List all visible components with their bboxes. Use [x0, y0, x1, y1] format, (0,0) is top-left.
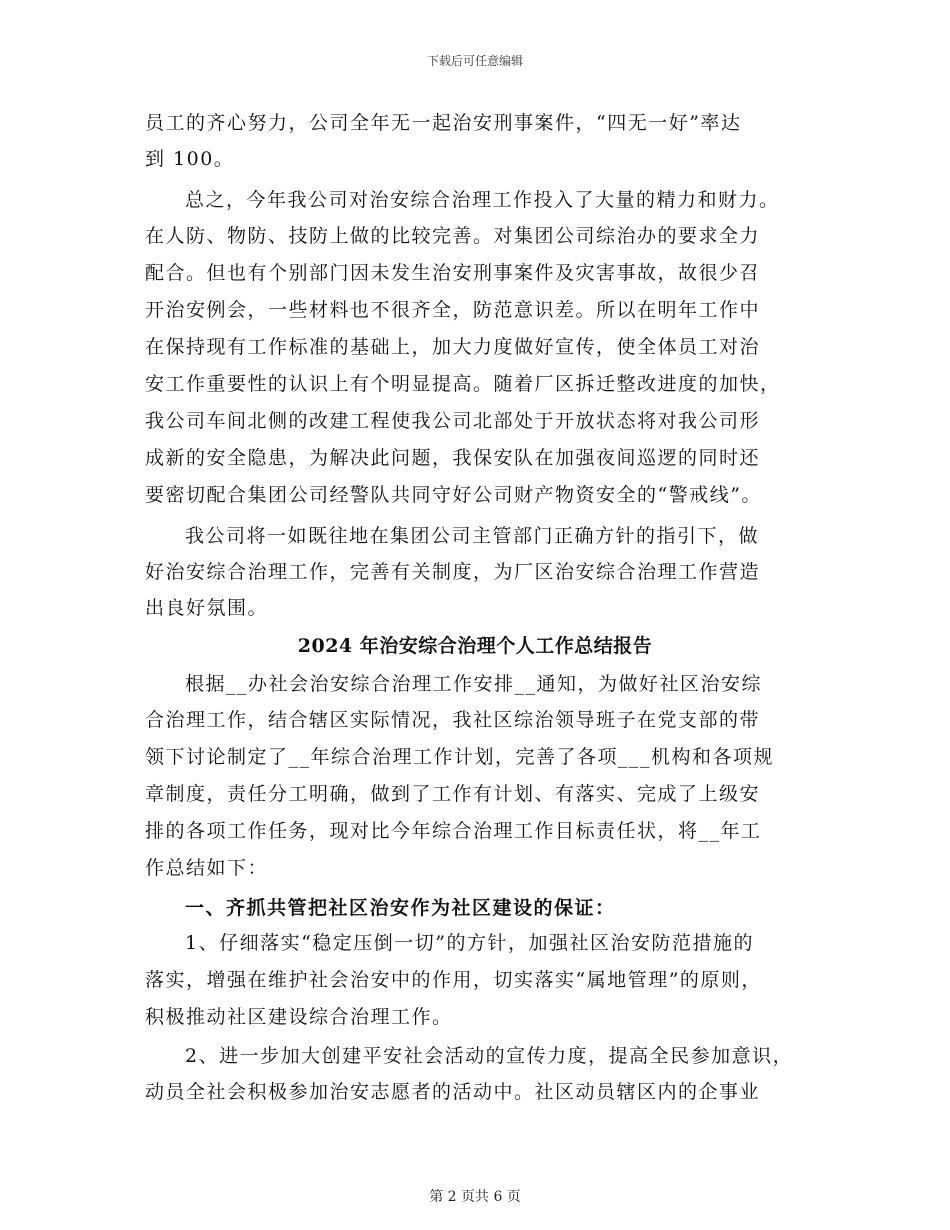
text-line: 总之，今年我公司对治安综合治理工作投入了大量的精力和财力。: [185, 189, 780, 211]
text-line: 要密切配合集团公司经警队共同守好公司财产物资安全的“警戒线”。: [145, 484, 762, 506]
text-line: 到 100。: [145, 148, 235, 170]
text-line: 作总结如下：: [145, 857, 269, 879]
text-line: 员工的齐心努力，公司全年无一起治安刑事案件，“四无一好”率达: [145, 112, 742, 134]
page-footer: 第 2 页共 6 页: [429, 1189, 521, 1205]
text-line: 好治安综合治理工作，完善有关制度，为厂区治安综合治理工作营造: [145, 561, 761, 583]
section-heading: 一、齐抓共管把社区治安作为社区建设的保证：: [185, 897, 616, 919]
text-line: 1、仔细落实“稳定压倒一切”的方针，加强社区治安防范措施的: [185, 932, 755, 954]
text-line: 我公司车间北侧的改建工程使我公司北部处于开放状态将对我公司形: [145, 410, 761, 432]
text-line: 排的各项工作任务，现对比今年综合治理工作目标责任状，将__年工: [145, 820, 762, 842]
text-line: 配合。但也有个别部门因未发生治安刑事案件及灾害事故，故很少召: [145, 262, 761, 284]
text-line: 领下讨论制定了__年综合治理工作计划，完善了各项___机构和各项规: [145, 746, 775, 768]
text-line: 合治理工作，结合辖区实际情况，我社区综治领导班子在党支部的带: [145, 709, 761, 731]
text-line: 落实，增强在维护社会治安中的作用，切实落实“属地管理”的原则，: [145, 969, 762, 991]
text-line: 安工作重要性的认识上有个明显提高。随着厂区拆迁整改进度的加快，: [145, 373, 781, 395]
text-line: 成新的安全隐患，为解决此问题，我保安队在加强夜间巡逻的同时还: [145, 447, 761, 469]
section-title: 2024 年治安综合治理个人工作总结报告: [297, 635, 653, 657]
page-header: 下载后可任意编辑: [426, 54, 523, 68]
text-line: 出良好氛围。: [145, 597, 269, 619]
text-line: 在人防、物防、技防上做的比较完善。对集团公司综治办的要求全力: [145, 225, 761, 247]
text-line: 章制度，责任分工明确，做到了工作有计划、有落实、完成了上级安: [145, 783, 761, 805]
text-line: 在保持现有工作标准的基础上，加大力度做好宣传，使全体员工对治: [145, 336, 761, 358]
text-line: 我公司将一如既往地在集团公司主管部门正确方针的指引下，做: [185, 525, 760, 547]
text-line: 2、进一步加大创建平安社会活动的宣传力度，提高全民参加意识，: [185, 1045, 794, 1067]
text-line: 根据__办社会治安综合治理工作安排__通知，为做好社区治安综: [185, 673, 763, 695]
text-line: 积极推动社区建设综合治理工作。: [145, 1006, 453, 1028]
text-line: 动员全社会积极参加治安志愿者的活动中。社区动员辖区内的企事业: [145, 1081, 761, 1103]
text-line: 开治安例会，一些材料也不很齐全，防范意识差。所以在明年工作中: [145, 299, 761, 321]
